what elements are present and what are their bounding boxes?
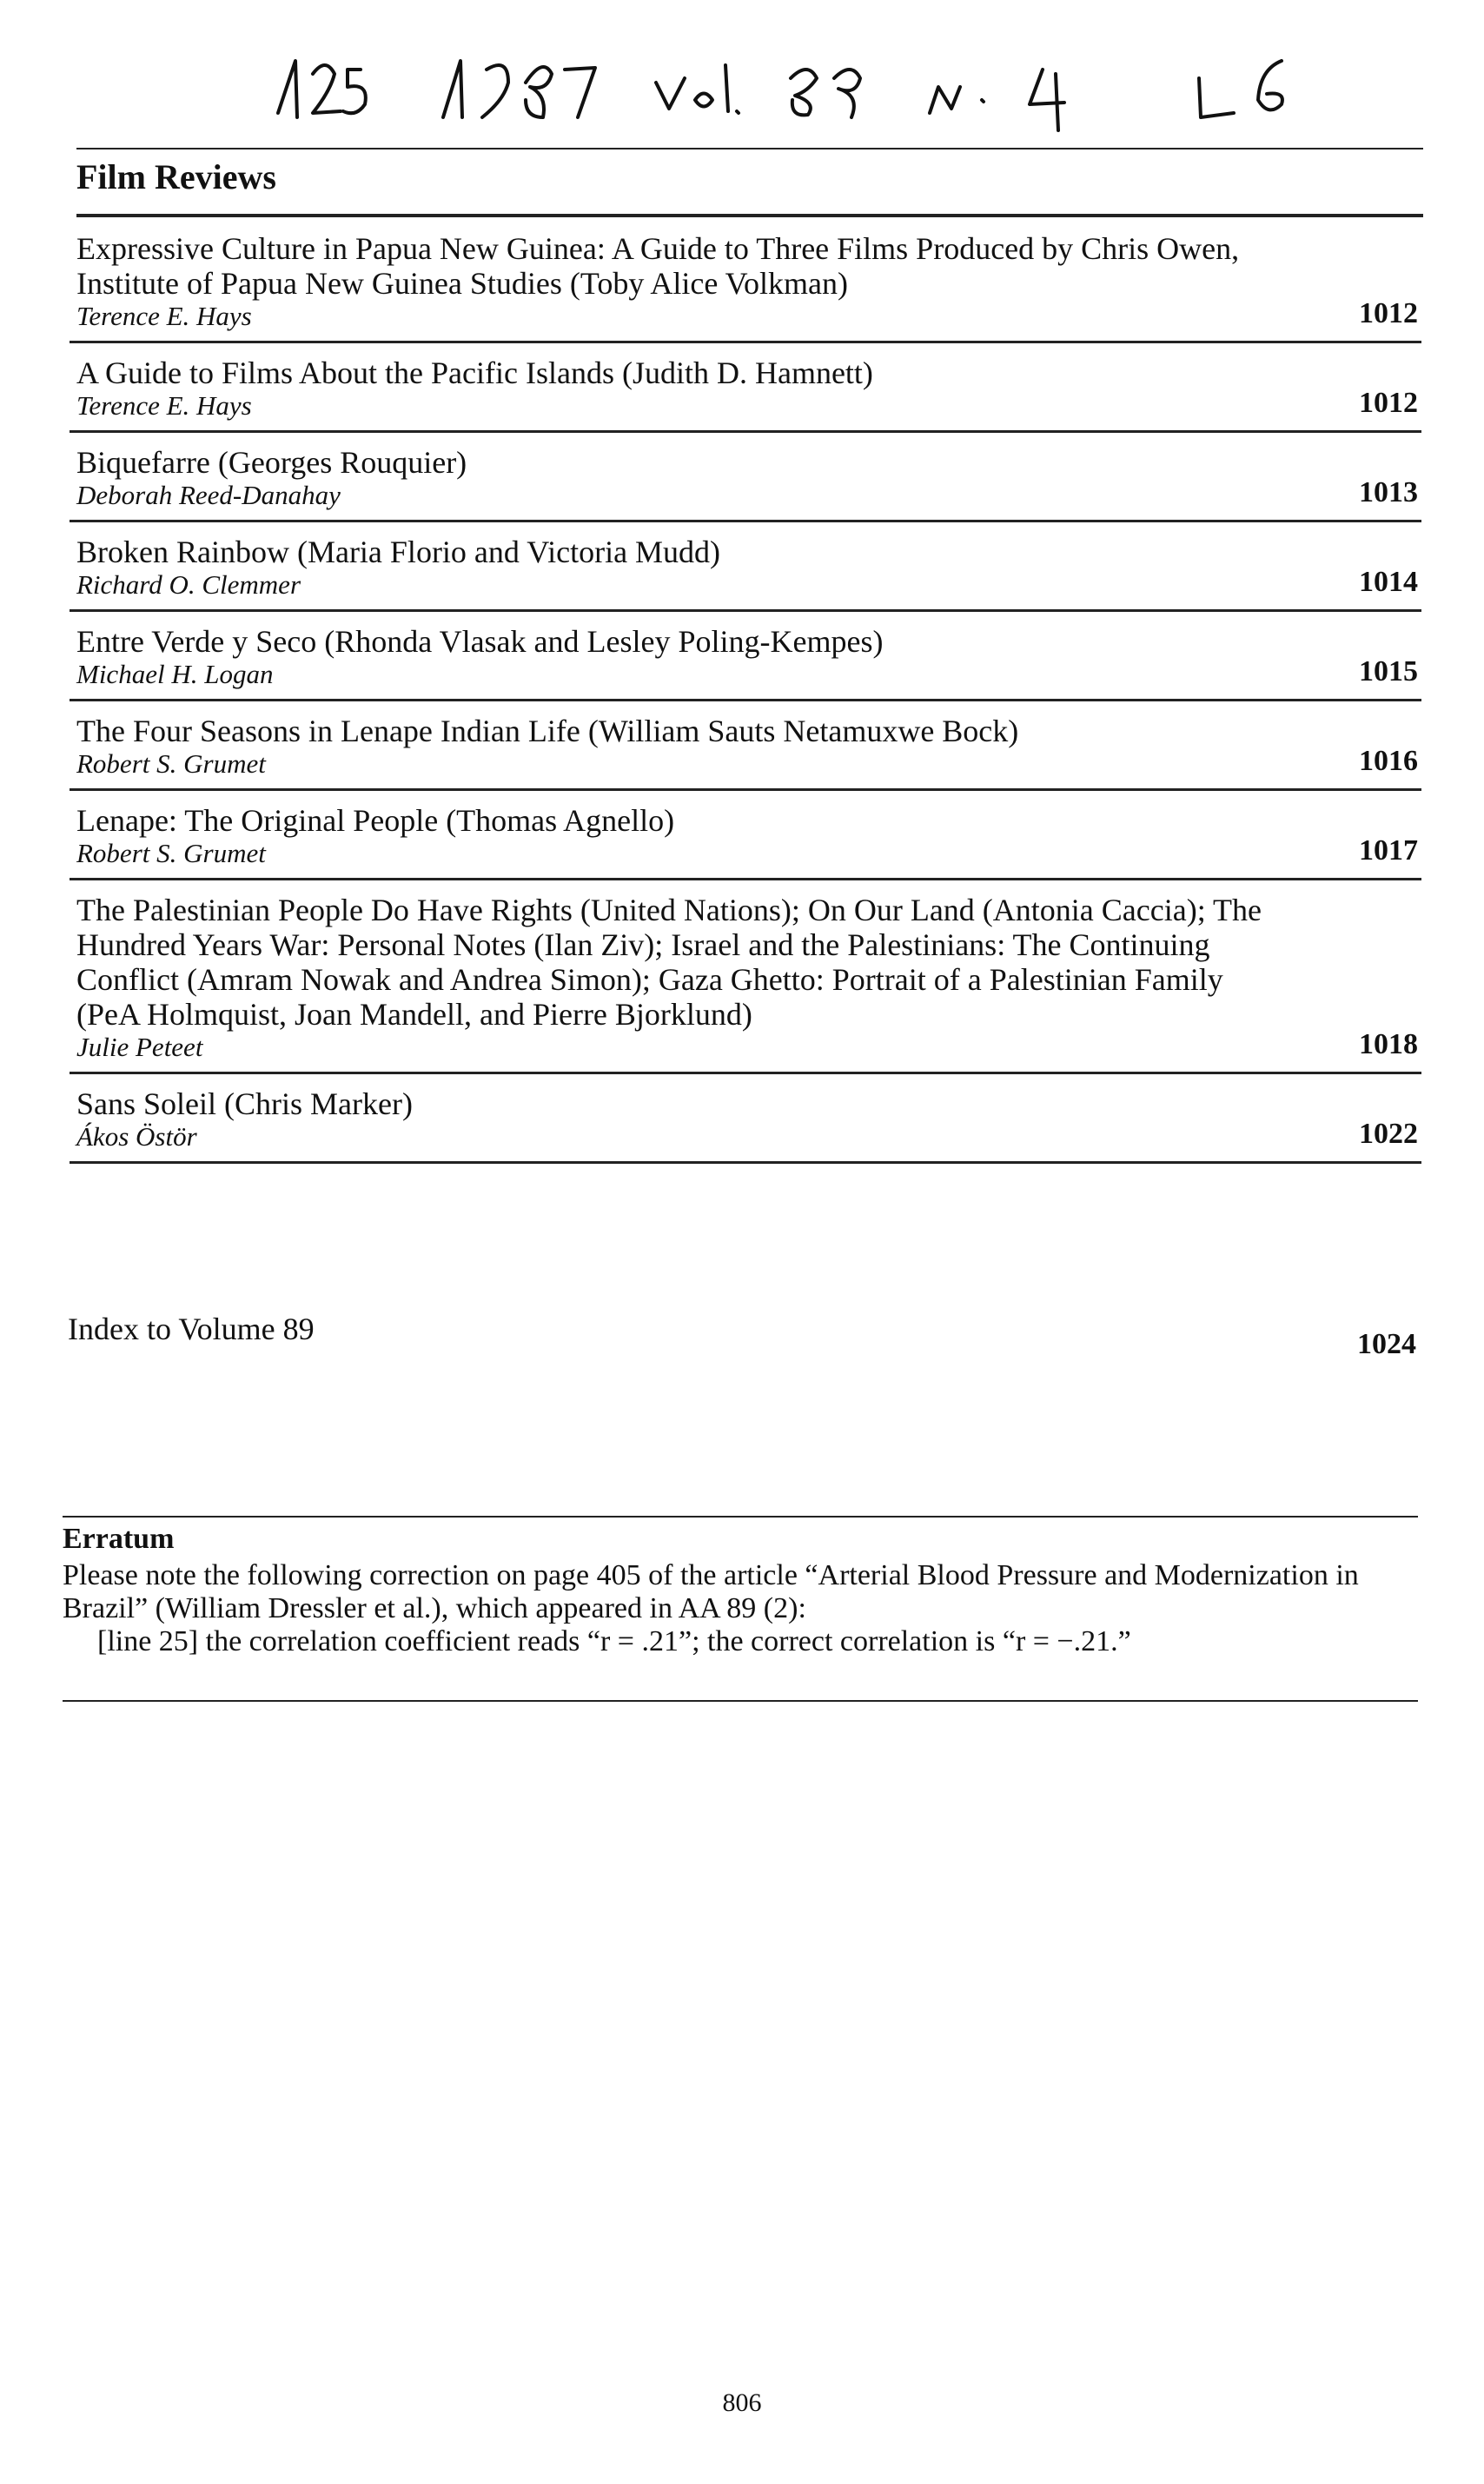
index-page-reference: 1024 [1357, 1328, 1416, 1360]
reviewer-name: Terence E. Hays [76, 301, 252, 331]
page-reference: 1022 [1359, 1118, 1418, 1150]
reviewer-name: Ákos Östör [76, 1121, 197, 1152]
review-entry [70, 522, 1421, 612]
review-entry [70, 343, 1421, 433]
index-title: Index to Volume 89 [68, 1312, 315, 1346]
handwritten-annotation [261, 35, 1390, 139]
review-entry [70, 791, 1421, 880]
page-reference: 1017 [1359, 834, 1418, 867]
erratum-top-rule [63, 1516, 1418, 1518]
reviewer-name: Deborah Reed-Danahay [76, 480, 341, 510]
review-title: The Palestinian People Do Have Rights (United Nations); On Our Land (Antonia Caccia); The Hundred Years War: Personal Notes (Ilan Ziv); Israel and the Palestinians: The Continuing Conflict (Amram Nowak and Andrea Simon); Gaza Ghetto: Portrait of a Palestinian Family (PeA Holmquist, Joan Mandell, and Pierre Bjorklund) [76, 893, 1262, 1032]
page-reference: 1016 [1359, 745, 1418, 777]
section-title: Film Reviews [76, 157, 276, 196]
reviewer-name: Terence E. Hays [76, 390, 252, 421]
page-number: 806 [722, 2388, 762, 2417]
reviewer-name: Richard O. Clemmer [76, 569, 301, 600]
review-title: Entre Verde y Seco (Rhonda Vlasak and Lesley Poling-Kempes) [76, 624, 884, 659]
index-entry [68, 1311, 1420, 1360]
review-title: Sans Soleil (Chris Marker) [76, 1086, 413, 1121]
title-rule [76, 214, 1423, 217]
review-entry [70, 612, 1421, 701]
review-entry [70, 1074, 1421, 1164]
page-reference: 1018 [1359, 1028, 1418, 1060]
review-entry [70, 433, 1421, 522]
review-title: Expressive Culture in Papua New Guinea: A Guide to Three Films Produced by Chris Owen, Institute of Papua New Guinea Studies (Toby Alice Volkman) [76, 231, 1240, 301]
review-title: Biquefarre (Georges Rouquier) [76, 445, 467, 480]
review-title: The Four Seasons in Lenape Indian Life (William Sauts Netamuxwe Bock) [76, 714, 1019, 748]
review-title: A Guide to Films About the Pacific Islands (Judith D. Hamnett) [76, 355, 873, 390]
page-reference: 1014 [1359, 566, 1418, 598]
review-title: Lenape: The Original People (Thomas Agnello) [76, 803, 675, 838]
review-entry [70, 219, 1421, 343]
review-entry [70, 701, 1421, 791]
reviewer-name: Robert S. Grumet [76, 838, 266, 868]
erratum-bottom-rule [63, 1700, 1418, 1702]
review-list [70, 219, 1421, 1164]
reviewer-name: Julie Peteet [76, 1032, 203, 1062]
erratum-correction: [line 25] the correlation coefficient reads “r = .21”; the correct correlation is “r = −.21.” [97, 1625, 1131, 1657]
page-reference: 1013 [1359, 476, 1418, 508]
page-reference: 1012 [1359, 387, 1418, 419]
erratum-body: Please note the following correction on page 405 of the article “Arterial Blood Pressure and Modernization in Brazil” (William Dressler et al.), which appeared in AA 89 (2): [63, 1559, 1359, 1624]
page-reference: 1015 [1359, 655, 1418, 687]
handwritten-annotation-drawing [261, 35, 1390, 139]
reviewer-name: Robert S. Grumet [76, 748, 266, 779]
erratum-section [63, 1523, 1418, 1658]
erratum-heading: Erratum [63, 1523, 175, 1555]
page-reference: 1012 [1359, 297, 1418, 329]
top-rule [76, 148, 1423, 149]
review-entry [70, 880, 1421, 1074]
reviewer-name: Michael H. Logan [76, 659, 274, 689]
review-title: Broken Rainbow (Maria Florio and Victoria Mudd) [76, 535, 721, 569]
